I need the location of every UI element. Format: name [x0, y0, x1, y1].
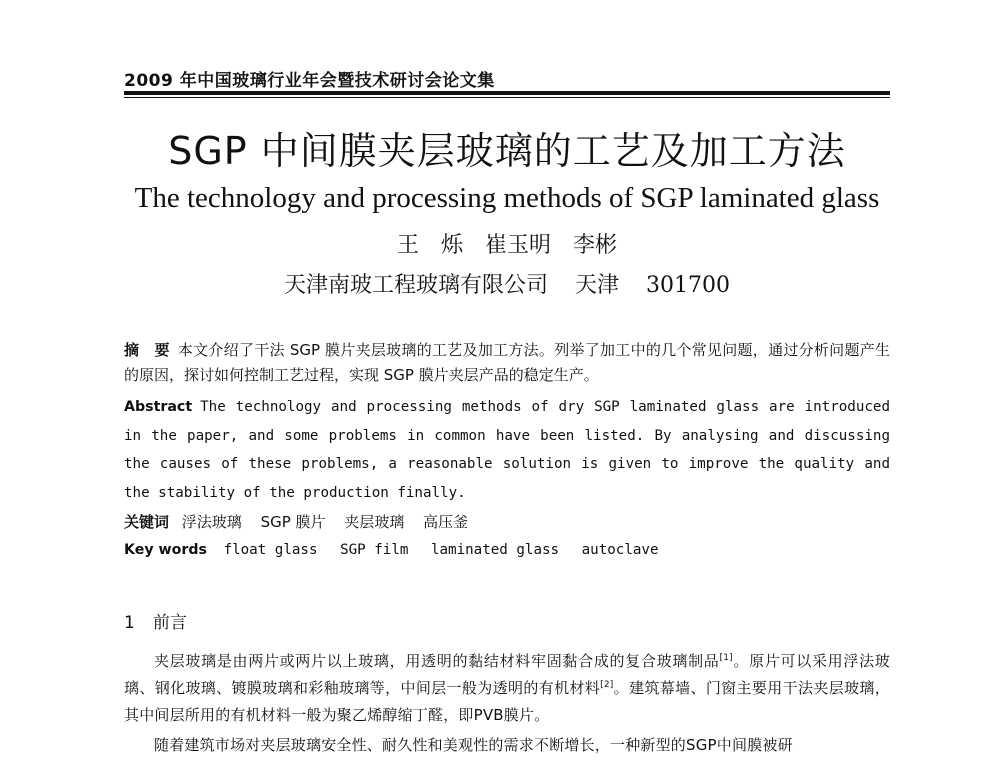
keyword-cn: 夹层玻璃 [344, 513, 405, 531]
keywords-chinese [124, 510, 890, 535]
keywords-en-label: Key words [124, 542, 208, 558]
affiliation-org: 天津南玻工程玻璃有限公司 [283, 273, 548, 298]
keyword-cn: SGP 膜片 [260, 513, 326, 531]
paragraph-text: 夹层玻璃是由两片或两片以上玻璃，用透明的黏结材料牢固黏合成的复合玻璃制品 [154, 652, 720, 670]
keywords-english [124, 536, 890, 565]
keyword-en: autoclave [581, 542, 659, 558]
header-rule-thick [124, 91, 890, 95]
author-list: 王 烁 崔玉明 李彬 [396, 233, 617, 258]
paragraph-text: 。原片可以采用浮法玻璃、钢化玻璃、镀膜玻璃和彩釉玻璃等，中间层一般为透明的有机材料 [124, 652, 890, 697]
paragraph-second: 随着建筑市场对夹层玻璃安全性、耐久性和美观性的需求不断增长，一种新型的SGP中间膜被研 [154, 736, 793, 754]
section-heading [124, 608, 187, 633]
keyword-cn: 高压釜 [423, 513, 469, 531]
header-rule-thin [124, 97, 890, 98]
keyword-en: float glass [223, 542, 318, 558]
abstract-cn-text: 本文介绍了干法 SGP 膜片夹层玻璃的工艺及加工方法。列举了加工中的几个常见问题，通过分析问题产生的原因，探讨如何控制工艺过程，实现 SGP 膜片夹层产品的稳定生产。 [124, 341, 890, 384]
affiliation-zip: 301700 [646, 273, 730, 298]
abstract-en-text: The technology and processing methods of dry SGP laminated glass are introduced in the paper, and some problems in common have been listed. By analysing and discussing the causes of these problems, a reasonable solution is given to improve the quality and the stability of the production finally. [124, 399, 890, 501]
section-number: 1 [124, 613, 135, 633]
paper-title-english: The technology and processing methods of SGP laminated glass [134, 182, 880, 214]
proceedings-header: 2009 年中国玻璃行业年会暨技术研讨会论文集 [124, 71, 495, 91]
citation-ref-1: [1] [719, 653, 733, 663]
keyword-en: SGP film [340, 542, 409, 558]
abstract-cn-label: 摘 要 [124, 341, 170, 359]
paragraph-text: 。建筑幕墙、门窗主要用干法夹层玻璃，其中间层所用的有机材料一般为聚乙烯醇缩丁醛，即PVB膜片。 [124, 679, 890, 724]
abstract-en-label: Abstract [124, 399, 193, 415]
citation-ref-2: [2] [600, 680, 614, 690]
paper-title-chinese: SGP 中间膜夹层玻璃的工艺及加工方法 [168, 129, 846, 173]
abstract-english [124, 393, 890, 507]
affiliation [124, 268, 890, 299]
affiliation-city: 天津 [575, 273, 620, 298]
keyword-en: laminated glass [430, 542, 560, 558]
abstract-chinese [124, 338, 890, 388]
keywords-cn-label: 关键词 [124, 513, 170, 531]
section-title: 前言 [152, 613, 187, 633]
paragraph-intro [124, 648, 890, 729]
keyword-cn: 浮法玻璃 [181, 513, 242, 531]
